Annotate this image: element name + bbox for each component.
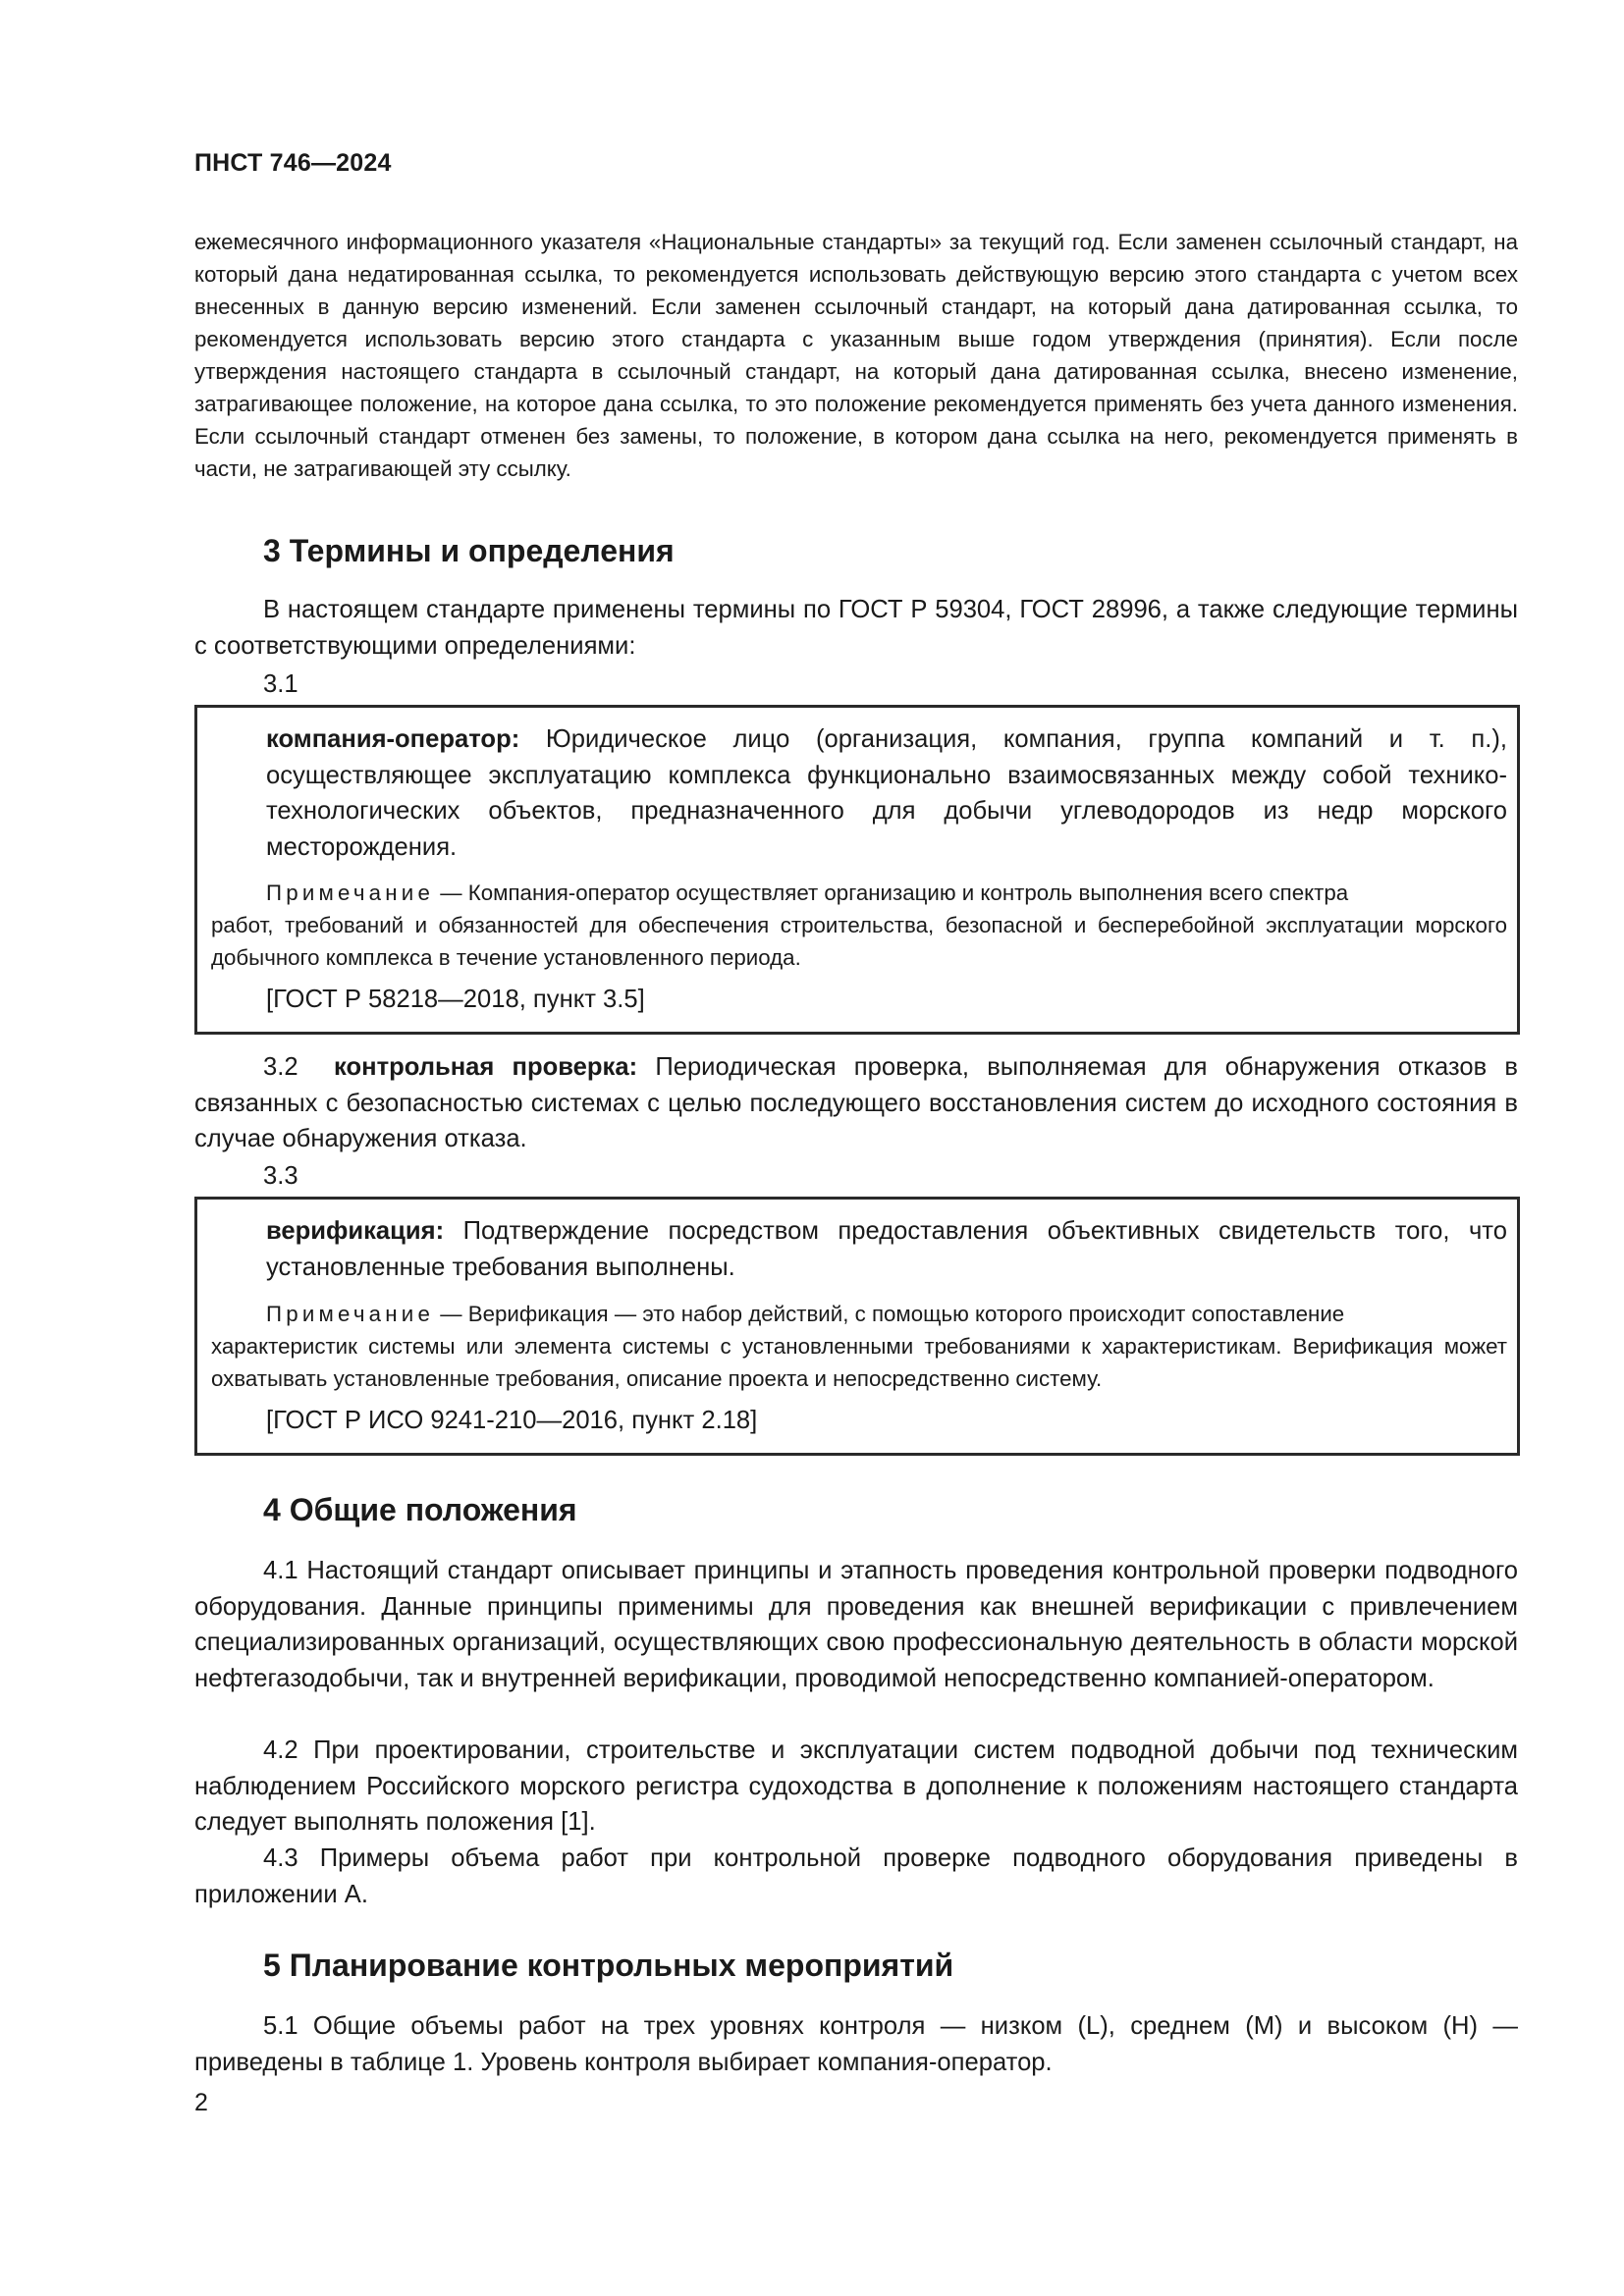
document-id-header: ПНСТ 746—2024 [194,149,392,177]
term-3-3-note-first-line [266,1298,1507,1330]
term-3-1-note-label: Примечание [266,881,435,905]
section-4-paragraph-1: 4.1 Настоящий стандарт описывает принципы и этапность проведения контрольной проверки подводного оборудования. Данные принципы применимы для проведения как внешней верификации с привлечением специализированных организаций, осуществляющих свою профессиональную деятельность в области морской нефтегазодобычи, так и внутренней верификации, проводимой непосредственно компанией-оператором. [194,1557,1518,1692]
section-4-heading: 4 Общие положения [263,1492,577,1527]
term-3-1-definition [266,721,1507,865]
term-3-1-note-rest: работ, требований и обязанностей для обеспечения строительства, безопасной и бесперебойной эксплуатации морского добычного комплекса в течение установленного периода. [211,913,1507,970]
term-3-1-note-text: — Компания-оператор осуществляет организацию и контроль выполнения всего спектра [440,881,1349,905]
term-3-3-note-text: — Верификация — это набор действий, с помощью которого происходит сопоставление [440,1302,1345,1326]
term-3-3-definition-text: Подтверждение посредством предоставления объективных свидетельств того, что установленные требования выполнены. [266,1217,1507,1281]
section-4-paragraph-3: 4.3 Примеры объема работ при контрольной проверке подводного оборудования приведены в приложении А. [194,1844,1518,1908]
term-3-3-definition [266,1213,1507,1285]
section-3-intro: В настоящем стандарте применены термины по ГОСТ Р 59304, ГОСТ 28996, а также следующие термины с соответствующими определениями: [194,596,1518,660]
term-3-2-paragraph [194,1049,1518,1157]
term-3-2-definition-text: Периодическая проверка, выполняемая для обнаружения отказов в связанных с безопасностью системах с целью последующего восстановления систем до исходного состояния в случае обнаружения отказа. [194,1053,1518,1152]
term-3-1-note-first-line [266,877,1507,909]
term-3-2-term: контрольная проверка: [334,1053,638,1081]
term-3-3-source: [ГОСТ Р ИСО 9241-210—2016, пункт 2.18] [266,1407,758,1434]
term-3-3-number: 3.3 [263,1162,298,1190]
page-number: 2 [194,2089,208,2116]
term-3-2-number: 3.2 [263,1053,298,1081]
intro-paragraph: ежемесячного информационного указателя «Национальные стандарты» за текущий год. Если заменен ссылочный стандарт, на который дана недатированная ссылка, то рекомендуется использовать действующую версию этого стандарта с учетом всех внесенных в данную версию изменений. Если заменен ссылочный стандарт, на который дана датированная ссылка, то рекомендуется использовать версию этого стандарта с указанным выше годом утверждения (принятия). Если после утверждения настоящего стандарта в ссылочный стандарт, на который дана датированная ссылка, внесено изменение, затрагивающее положение, на которое дана ссылка, то это положение рекомендуется применять без учета данного изменения. Если ссылочный стандарт отменен без замены, то положение, в котором дана ссылка на него, рекомендуется применять в части, не затрагивающей эту ссылку. [194,230,1518,481]
term-3-3-box [194,1197,1520,1456]
section-5-heading: 5 Планирование контрольных мероприятий [263,1948,954,1983]
section-4-paragraph-2: 4.2 При проектировании, строительстве и эксплуатации систем подводной добычи под техническим наблюдением Российского морского регистра судоходства в дополнение к положениям настоящего стандарта следует выполнять положения [1]. [194,1736,1518,1836]
term-3-1-definition-text: Юридическое лицо (организация, компания, группа компаний и т. п.), осуществляющее эксплуатацию комплекса функционально взаимосвязанных между собой технико-технологических объектов, предназначенного для добычи углеводородов из недр морского месторождения. [266,725,1507,861]
term-3-1-number: 3.1 [263,670,298,698]
section-3-heading: 3 Термины и определения [263,533,675,568]
term-3-1-term: компания-оператор: [266,725,520,753]
term-3-3-note-rest: характеристик системы или элемента системы с установленными требованиями к характеристикам. Верификация может охватывать установленные требования, описание проекта и непосредственно систему. [211,1334,1507,1391]
term-3-3-term: верификация: [266,1217,445,1245]
section-5-paragraph-1: 5.1 Общие объемы работ на трех уровнях контроля — низком (L), среднем (M) и высоком (H) — приведены в таблице 1. Уровень контроля выбирает компания-оператор. [194,2012,1518,2076]
term-3-1-box [194,705,1520,1035]
term-3-3-note-label: Примечание [266,1302,435,1326]
term-3-1-source: [ГОСТ Р 58218—2018, пункт 3.5] [266,986,645,1013]
